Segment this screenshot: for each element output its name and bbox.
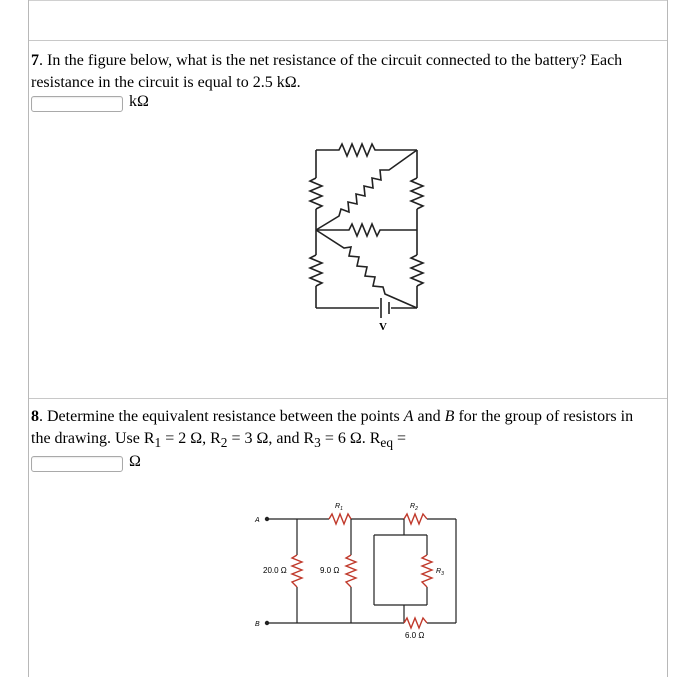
question-7-divider [29,40,667,41]
q8-label-9ohm: 9.0 Ω [320,566,340,575]
q7-resistor-left-lower [310,255,322,286]
q7-resistor-left-upper [310,178,322,209]
q8-resistor-20ohm [292,555,302,587]
q8-resistor-9ohm [346,555,356,587]
q7-resistor-right-upper [411,178,423,209]
q8-label-r1: $R_1$ [335,503,343,512]
question-8-answer-input[interactable] [31,456,123,472]
q7-resistor-top [316,144,389,156]
q8-label-20ohm: 20.0 Ω [263,566,287,575]
question-7-unit: kΩ [129,93,149,110]
q7-battery-label: V [379,321,387,333]
q8-label-a: A [255,517,260,524]
question-7-number: 7 [31,52,39,69]
question-7-answer-input[interactable] [31,96,123,112]
q8-label-b: B [255,621,260,628]
content-frame [28,0,668,677]
question-7-text: 7. In the figure below, what is the net resistance of the circuit connected to the battery? Each resistance in the circuit is equal to 2.5 kΩ. [31,52,623,91]
q8-resistor-r3 [422,555,432,587]
q7-resistor-middle [316,224,417,236]
q7-resistor-diagonal-lower [316,230,417,308]
q8-terminal-b [265,621,269,625]
question-8-circuit-diagram [249,495,489,645]
q8-terminal-a [265,517,269,521]
question-7-circuit-diagram [299,130,429,340]
q8-resistor-6ohm [404,618,427,628]
question-8-unit: Ω [129,453,141,470]
q7-resistor-diagonal-upper [316,150,417,230]
question-8-text: 8. Determine the equivalent resistance between the points A and B for the group of resistors in the drawing. Use $R_1 = 2$ Ω, $R_2 = 3$ Ω, and $R_3 = 6$ Ω. $R_{eq}$ = [31,408,634,451]
question-8-number: 8 [31,408,39,425]
q8-resistor-r2 [404,514,427,524]
question-8-divider [29,398,667,399]
q7-resistor-right-lower [411,255,423,286]
q8-label-r3: $R_3$ [436,568,444,577]
q8-label-6ohm: 6.0 Ω [405,631,425,640]
q8-label-r2: $R_2$ [410,503,418,512]
q8-resistor-r1 [329,514,351,524]
